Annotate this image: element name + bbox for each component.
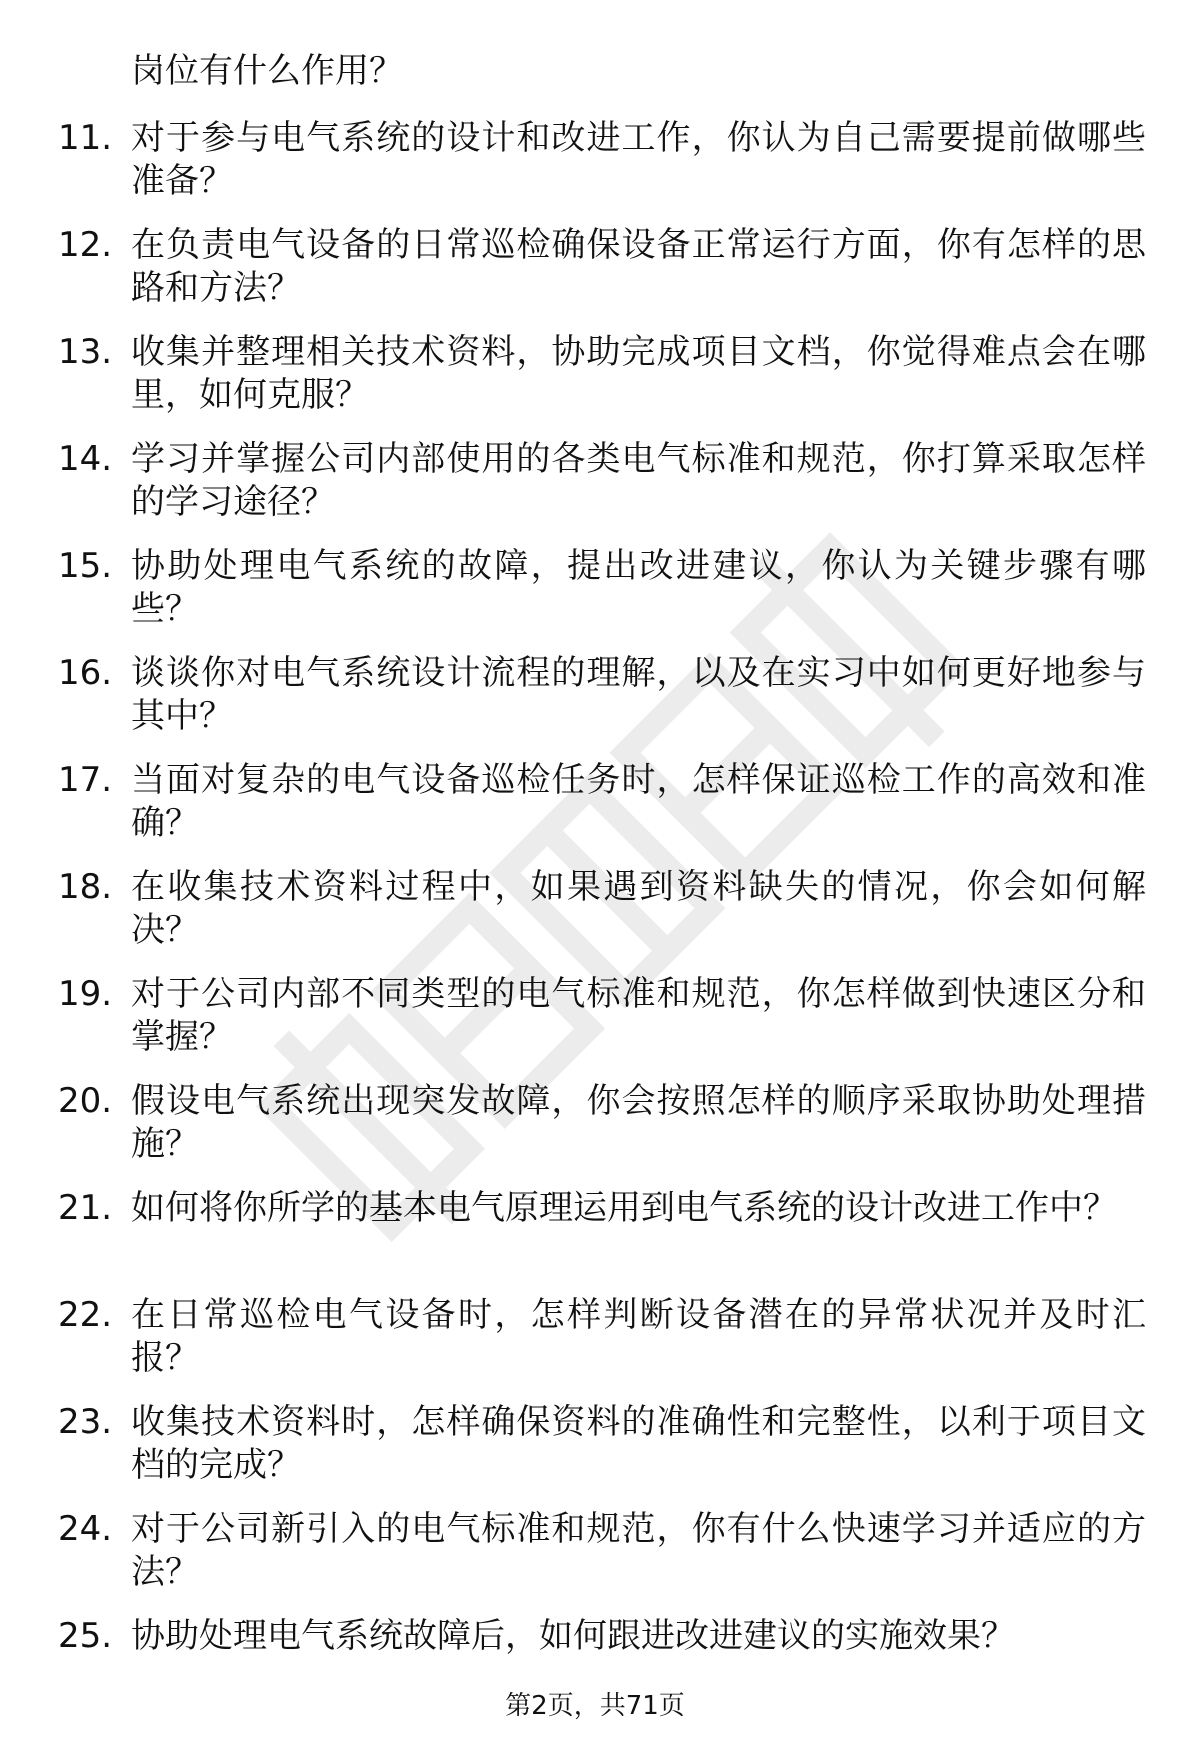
list-item [0, 1508, 1190, 1594]
page-footer: 第2页，共71页 [505, 1691, 685, 1721]
list-item [0, 866, 1190, 952]
question-number: 24. [58, 1509, 113, 1549]
list-item [0, 1080, 1190, 1166]
question-text: 在收集技术资料过程中，如果遇到资料缺失的情况，你会如何解决？ [131, 867, 1146, 950]
question-number: 15. [58, 546, 113, 586]
question-number: 21. [58, 1188, 113, 1228]
list-item [0, 1294, 1190, 1380]
question-text: 在负责电气设备的日常巡检确保设备正常运行方面，你有怎样的思路和方法？ [131, 225, 1146, 308]
question-text: 协助处理电气系统的故障，提出改进建议，你认为关键步骤有哪些？ [131, 546, 1146, 629]
question-text: 对于公司新引入的电气标准和规范，你有什么快速学习并适应的方法？ [131, 1509, 1146, 1592]
list-item [0, 1187, 1190, 1273]
list-item [0, 438, 1190, 524]
question-number: 22. [58, 1295, 113, 1335]
question-number: 11. [58, 118, 113, 158]
list-item [0, 331, 1190, 417]
list-item [0, 1615, 1190, 1658]
question-number: 16. [58, 653, 113, 693]
list-item [0, 759, 1190, 845]
list-item [0, 973, 1190, 1059]
question-number: 23. [58, 1402, 113, 1442]
question-number: 17. [58, 760, 113, 800]
question-number: 18. [58, 867, 113, 907]
question-number: 12. [58, 225, 113, 265]
question-number: 13. [58, 332, 113, 372]
list-item [0, 652, 1190, 738]
question-text: 如何将你所学的基本电气原理运用到电气系统的设计改进工作中？ [131, 1188, 1117, 1228]
question-text: 当面对复杂的电气设备巡检任务时，怎样保证巡检工作的高效和准确？ [131, 760, 1146, 843]
question-text: 收集技术资料时，怎样确保资料的准确性和完整性，以利于项目文档的完成？ [131, 1402, 1146, 1485]
question-number: 25. [58, 1616, 113, 1656]
question-number: 20. [58, 1081, 113, 1121]
list-item [0, 117, 1190, 203]
question-text: 谈谈你对电气系统设计流程的理解，以及在实习中如何更好地参与其中？ [131, 653, 1146, 736]
question-number: 14. [58, 439, 113, 479]
list-item [0, 545, 1190, 631]
question-text: 收集并整理相关技术资料，协助完成项目文档，你觉得难点会在哪里，如何克服？ [131, 332, 1146, 415]
list-item [0, 1401, 1190, 1487]
question-text: 对于参与电气系统的设计和改进工作，你认为自己需要提前做哪些准备？ [131, 118, 1146, 201]
question-list [0, 117, 1190, 1679]
question-text: 对于公司内部不同类型的电气标准和规范，你怎样做到快速区分和掌握？ [131, 974, 1146, 1057]
question-text: 协助处理电气系统故障后，如何跟进改进建议的实施效果？ [131, 1616, 1015, 1656]
list-item [0, 224, 1190, 310]
question-text: 假设电气系统出现突发故障，你会按照怎样的顺序采取协助处理措施？ [131, 1081, 1146, 1164]
continuation-text: 岗位有什么作用？ [131, 51, 403, 91]
question-number: 19. [58, 974, 113, 1014]
question-text: 学习并掌握公司内部使用的各类电气标准和规范，你打算采取怎样的学习途径？ [131, 439, 1146, 522]
question-text: 在日常巡检电气设备时，怎样判断设备潜在的异常状况并及时汇报？ [131, 1295, 1146, 1378]
